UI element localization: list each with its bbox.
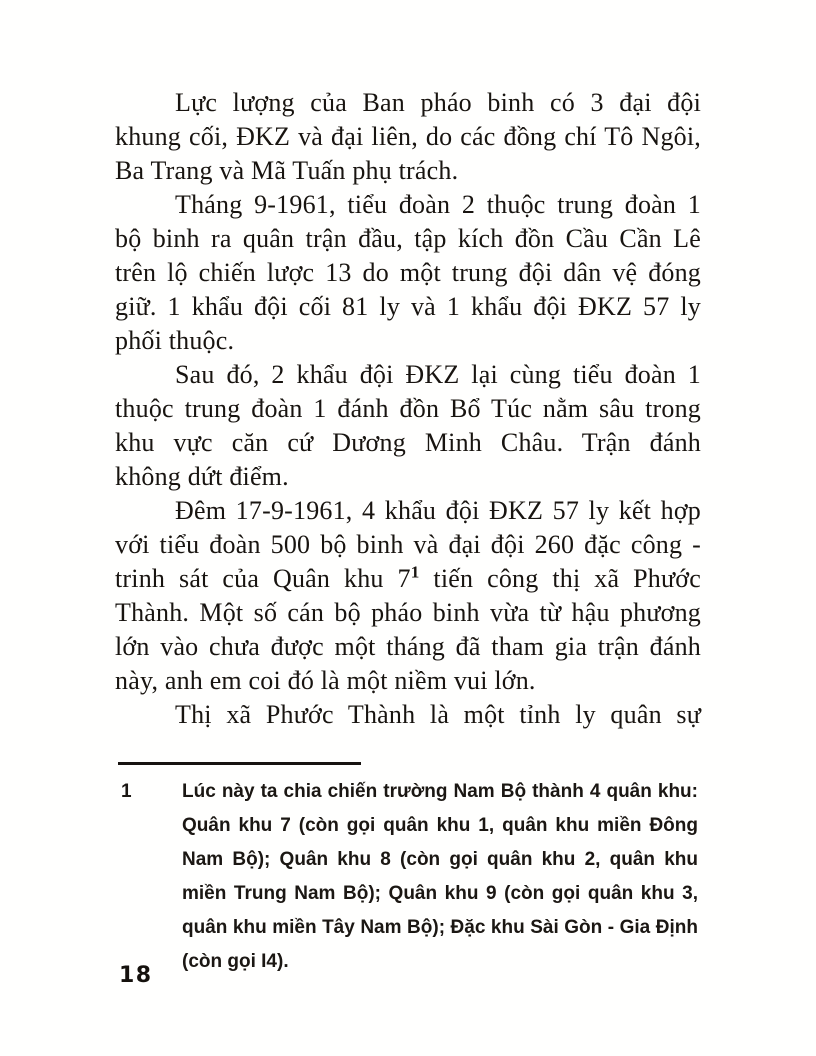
text-line: Nam Bộ); Quân khu 8 (còn gọi quân khu 2, quân khu (182, 849, 698, 870)
text-line: trinh sát của Quân khu $7^1$ tiến công thị xã Phước (115, 562, 701, 593)
text-line: Tháng 9-1961, tiểu đoàn 2 thuộc trung đoàn 1 (175, 190, 701, 219)
text-line: khu vực căn cứ Dương Minh Châu. Trận đánh (115, 428, 701, 457)
text-line: Thành. Một số cán bộ pháo binh vừa từ hậu phương (115, 598, 701, 627)
text-line: (còn gọi I4). (182, 951, 289, 972)
footnote-reference: 1 (410, 562, 420, 582)
text-line: Sau đó, 2 khẩu đội ĐKZ lại cùng tiểu đoàn 1 (175, 360, 701, 389)
paragraph (115, 86, 701, 188)
footnote-separator-rule (118, 762, 361, 765)
paragraph (115, 494, 701, 698)
text-line: Lực lượng của Ban pháo binh có 3 đại đội (175, 88, 701, 117)
text-line: trên lộ chiến lược 13 do một trung đội dân vệ đóng (115, 258, 701, 287)
body-text (115, 86, 701, 732)
text-line: Lúc này ta chia chiến trường Nam Bộ thành 4 quân khu: (182, 781, 698, 802)
paragraph (115, 188, 701, 358)
footnote-text (182, 779, 698, 983)
text-line: với tiểu đoàn 500 bộ binh và đại đội 260 đặc công - (115, 530, 701, 559)
text-line: giữ. 1 khẩu đội cối 81 ly và 1 khẩu đội ĐKZ 57 ly (115, 292, 701, 321)
text-line: phối thuộc. (115, 326, 235, 355)
text-line: lớn vào chưa được một tháng đã tham gia trận đánh (115, 632, 701, 661)
footnote-marker: 1 (121, 781, 132, 802)
text-line: khung cối, ĐKZ và đại liên, do các đồng chí Tô Ngôi, (115, 122, 701, 151)
text-line: này, anh em coi đó là một niềm vui lớn. (115, 666, 536, 695)
text-line: Thị xã Phước Thành là một tỉnh ly quân sự (175, 700, 701, 729)
text-line: quân khu miền Tây Nam Bộ); Đặc khu Sài Gòn - Gia Định (182, 917, 698, 938)
text-line: Ba Trang và Mã Tuấn phụ trách. (115, 156, 459, 185)
paragraph (115, 358, 701, 494)
text-line: Quân khu 7 (còn gọi quân khu 1, quân khu miền Đông (182, 815, 698, 836)
text-line: thuộc trung đoàn 1 đánh đồn Bổ Túc nằm sâu trong (115, 394, 701, 423)
text-line: Đêm 17-9-1961, 4 khẩu đội ĐKZ 57 ly kết hợp (175, 496, 701, 525)
text-line: không dứt điểm. (115, 462, 289, 491)
page-number: 18 (119, 963, 153, 988)
paragraph (115, 698, 701, 732)
text-line: miền Trung Nam Bộ); Quân khu 9 (còn gọi quân khu 3, (182, 883, 698, 904)
text-line: bộ binh ra quân trận đầu, tập kích đồn Cầu Cần Lê (115, 224, 701, 253)
footnote (121, 779, 698, 983)
